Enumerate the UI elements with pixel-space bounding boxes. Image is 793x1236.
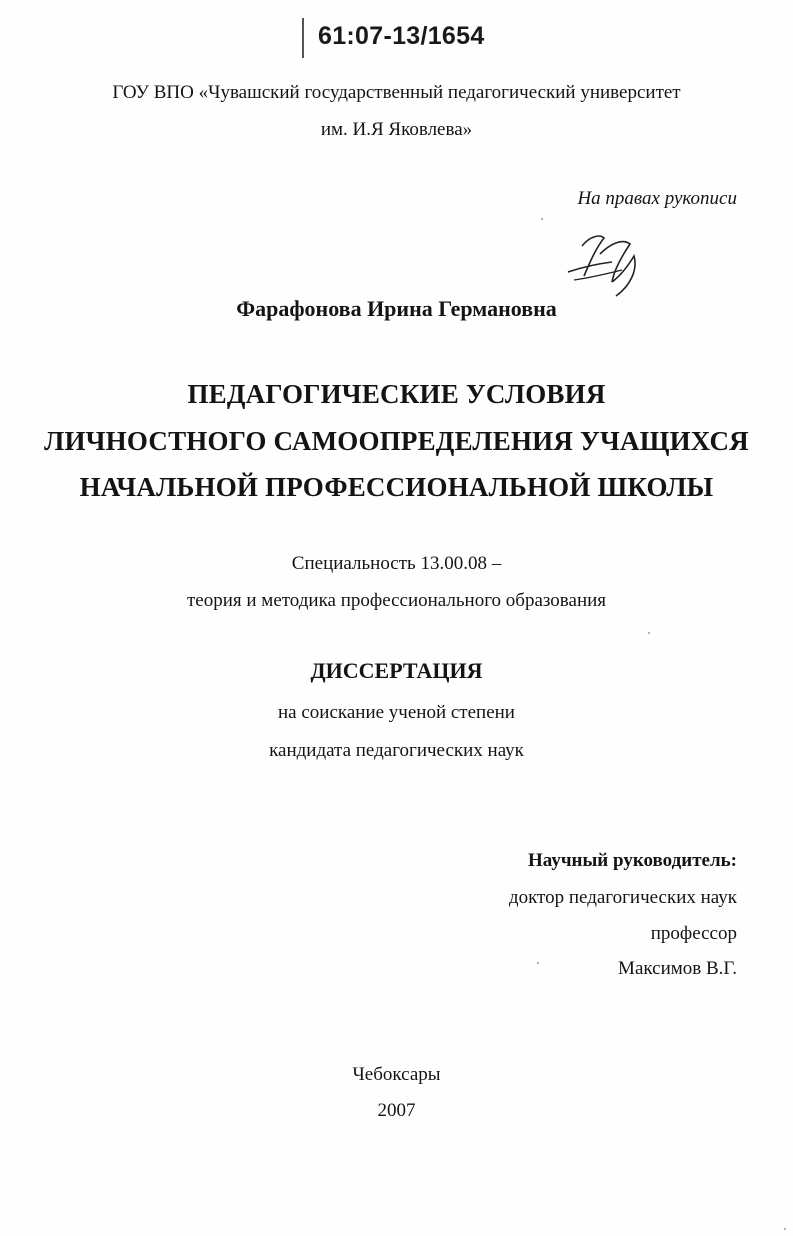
- institution-line-1: ГОУ ВПО «Чувашский государственный педагогический университет: [112, 82, 681, 103]
- title-line-3: НАЧАЛЬНОЙ ПРОФЕССИОНАЛЬНОЙ ШКОЛЫ: [79, 472, 714, 502]
- specialty-line-2: теория и методика профессионального образования: [186, 590, 607, 611]
- advisor-heading: Научный руководитель:: [528, 850, 737, 871]
- advisor-name: Максимов В.Г.: [618, 958, 737, 979]
- advisor-rank: профессор: [650, 923, 737, 944]
- scan-speck: [648, 632, 650, 634]
- title-line-2: ЛИЧНОСТНОГО САМООПРЕДЕЛЕНИЯ УЧАЩИХСЯ: [44, 426, 749, 456]
- footer-year: 2007: [377, 1100, 416, 1121]
- scan-speck: [537, 962, 539, 964]
- dissertation-heading: ДИССЕРТАЦИЯ: [310, 658, 483, 683]
- title-line-1: ПЕДАГОГИЧЕСКИЕ УСЛОВИЯ: [187, 379, 606, 409]
- scan-speck: [541, 218, 543, 220]
- handwritten-signature: [560, 224, 650, 300]
- registration-stamp: 61:07-13/1654: [318, 22, 485, 50]
- degree-line-1: на соискание ученой степени: [278, 702, 515, 723]
- stamp-divider: [302, 18, 304, 58]
- manuscript-note: На правах рукописи: [577, 188, 737, 209]
- scan-speck: [784, 1228, 786, 1230]
- footer-city: Чебоксары: [352, 1064, 441, 1085]
- specialty-line-1: Специальность 13.00.08 –: [291, 553, 502, 574]
- author-name: Фарафонова Ирина Германовна: [236, 296, 557, 321]
- institution-line-2: им. И.Я Яковлева»: [320, 119, 473, 140]
- degree-line-2: кандидата педагогических наук: [269, 740, 524, 761]
- advisor-degree: доктор педагогических наук: [508, 887, 737, 908]
